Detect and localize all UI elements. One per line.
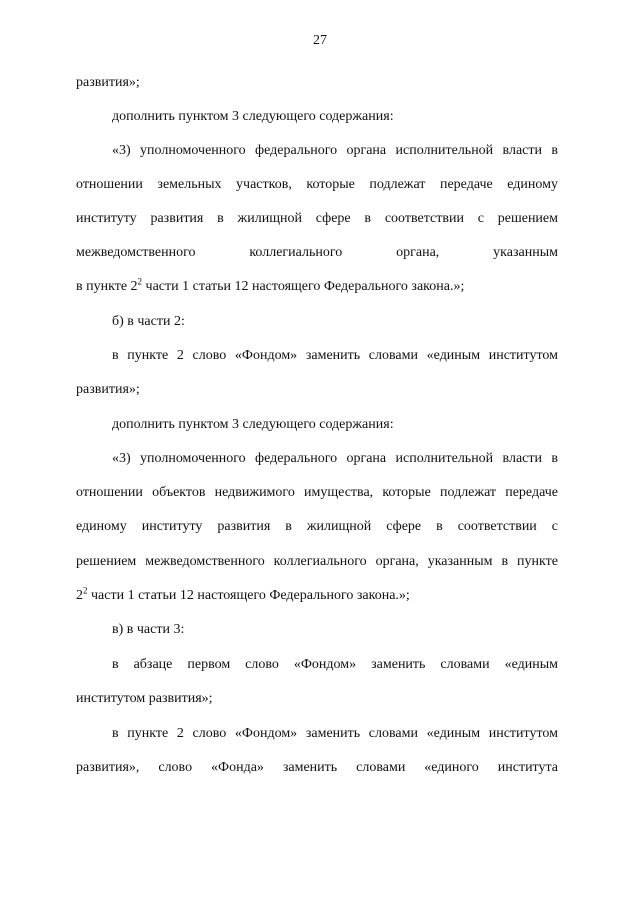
text-line: в) в части 3: bbox=[112, 622, 185, 637]
text-fragment: части 1 статьи 12 настоящего Федерального закона.»; bbox=[87, 588, 410, 603]
text-line: дополнить пунктом 3 следующего содержания: bbox=[112, 109, 394, 124]
text-line: дополнить пунктом 3 следующего содержания: bbox=[112, 417, 394, 432]
superscript: 2 bbox=[83, 585, 88, 596]
text-fragment: части 1 статьи 12 настоящего Федерального закона.»; bbox=[142, 279, 465, 294]
text-line: «3) уполномоченного федерального органа исполнительной власти в bbox=[112, 143, 558, 158]
text-line: отношении земельных участков, которые подлежат передаче единому bbox=[76, 177, 558, 192]
text-fragment: в пункте 2 bbox=[76, 279, 138, 294]
text-line: в пункте 2 слово «Фондом» заменить словами «единым институтом bbox=[112, 348, 558, 363]
text-line: развития»; bbox=[76, 75, 140, 90]
text-line: единому институту развития в жилищной сфере в соответствии с bbox=[76, 519, 558, 534]
text-line: институту развития в жилищной сфере в соответствии с решением bbox=[76, 211, 558, 226]
text-line: развития»; bbox=[76, 382, 140, 397]
text-line bbox=[76, 278, 558, 296]
text-line: в абзаце первом слово «Фондом» заменить словами «единым bbox=[112, 657, 558, 672]
page-number: 27 bbox=[313, 33, 327, 48]
text-line: развития», слово «Фонда» заменить словами «единого института bbox=[76, 760, 558, 775]
text-fragment: 2 bbox=[76, 588, 83, 603]
text-word: межведомственного bbox=[76, 245, 196, 260]
text-line bbox=[76, 587, 558, 605]
text-line bbox=[76, 244, 558, 262]
text-line: в пункте 2 слово «Фондом» заменить словами «единым институтом bbox=[112, 726, 558, 741]
text-line: б) в части 2: bbox=[112, 314, 185, 329]
text-line: решением межведомственного коллегиального органа, указанным в пункте bbox=[76, 554, 558, 569]
text-line: «3) уполномоченного федерального органа исполнительной власти в bbox=[112, 451, 558, 466]
text-line: отношении объектов недвижимого имущества, которые подлежат передаче bbox=[76, 485, 558, 500]
text-word: указанным bbox=[493, 245, 558, 260]
superscript: 2 bbox=[137, 276, 143, 287]
text-line: институтом развития»; bbox=[76, 691, 213, 706]
text-word: коллегиального bbox=[249, 245, 343, 260]
text-word: органа, bbox=[396, 245, 440, 260]
